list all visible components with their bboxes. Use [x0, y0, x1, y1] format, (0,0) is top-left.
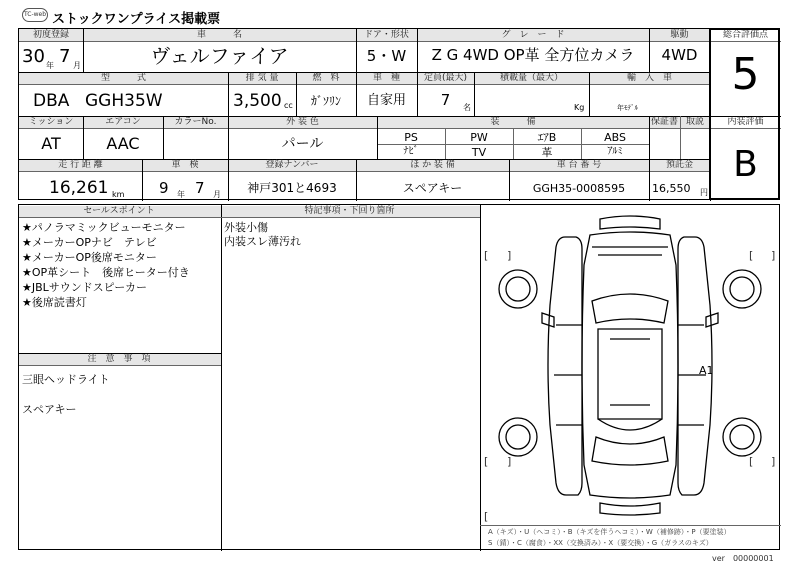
sales-point-item: ★OP革シート 後席ヒーター付き	[22, 266, 190, 279]
first-reg-month: 7	[59, 46, 71, 67]
sales-points-header: セールスポイント	[83, 206, 155, 216]
legend-line-1: A（キズ）・U（ヘコミ）・B（キズを伴うヘコミ）・W（補修跡）・P（要塗装）	[488, 528, 731, 536]
load-unit: Kg	[574, 103, 585, 112]
equipment-item: ABS	[604, 131, 626, 144]
label-equipment: 装 備	[490, 117, 536, 127]
chassis-no: GGH35-0008595	[532, 182, 626, 195]
damage-bracket: [	[484, 455, 489, 468]
label-interior-score: 内装評価	[727, 117, 764, 127]
grade: Z G 4WD OP革 全方位カメラ	[431, 46, 635, 64]
first-reg-year-unit: 年	[46, 61, 54, 70]
damage-bracket: ]	[771, 455, 776, 468]
label-other-equipment: ほ か 装 備	[410, 160, 455, 170]
car-name: ヴェルファイア	[150, 44, 289, 68]
car-top-outline	[582, 232, 678, 498]
inspection-month: 7	[195, 179, 205, 197]
price: 16,550	[652, 182, 691, 195]
interior-score: B	[733, 144, 758, 185]
equipment-item: 革	[541, 146, 553, 159]
label-plate: 登録ナンバー	[265, 160, 319, 170]
sales-point-item: ★パノラマミックビューモニター	[22, 221, 186, 234]
model-prefix: DBA	[33, 91, 70, 111]
label-door-shape: ドア・形状	[364, 30, 409, 40]
label-car-name: 車 名	[196, 30, 242, 40]
special-note-item: 外装小傷	[224, 221, 268, 234]
damage-bracket: [	[484, 249, 489, 262]
top-grid	[18, 28, 780, 200]
equipment-item: TV	[471, 146, 487, 159]
cautions-header: 注 意 事 項	[87, 354, 151, 364]
displacement-unit: cc	[284, 101, 293, 110]
label-chassis-no: 車 台 番 号	[556, 160, 602, 170]
label-color-no: カラーNo.	[174, 117, 217, 127]
car-left-side-outline	[548, 237, 582, 495]
inspection-month-unit: 月	[213, 190, 221, 199]
exterior-color: パール	[281, 136, 324, 152]
damage-bracket: ]	[771, 249, 776, 262]
label-drive: 駆動	[670, 30, 689, 40]
import-note: 年ﾓﾃﾞﾙ	[617, 104, 638, 112]
label-price: 預託金	[665, 160, 693, 170]
label-warranty: 保証書	[650, 117, 678, 127]
brand-logo-text: TC-web	[23, 11, 47, 18]
label-mileage: 走 行 距 離	[58, 160, 103, 170]
page-title: ストックワンプライス掲載票	[52, 12, 221, 27]
legend-line-2: S（錆）・C（腐食）・XX（交換済み）・X（要交換）・G（ガラスのキズ）	[488, 539, 713, 547]
plate: 神戸301と4693	[247, 181, 337, 195]
damage-bracket: [	[484, 510, 489, 523]
vehicle-type: 自家用	[366, 93, 406, 108]
aircon: AAC	[106, 134, 140, 153]
fuel: ｶﾞｿﾘﾝ	[310, 94, 341, 108]
inspection-year-unit: 年	[177, 190, 185, 199]
damage-annotation: A1	[699, 364, 714, 377]
first-reg-month-unit: 月	[73, 61, 81, 70]
equipment-item: ﾅﾋﾞ	[403, 146, 419, 157]
label-import: 輸 入 車	[626, 73, 672, 83]
label-inspection: 車 検	[171, 160, 199, 170]
caution-item: 三眼ヘッドライト	[22, 373, 110, 386]
equipment-item: ｱﾙﾐ	[607, 146, 623, 157]
damage-bracket: ]	[507, 249, 512, 262]
door-shape: 5・W	[366, 47, 407, 65]
label-capacity: 定員(最大)	[423, 73, 468, 83]
inspection-year: 9	[159, 179, 169, 197]
sales-point-item: ★JBLサウンドスピーカー	[22, 281, 148, 294]
damage-bracket: ]	[507, 455, 512, 468]
overall-score: 5	[731, 49, 760, 100]
label-displacement: 排 気 量	[245, 73, 279, 83]
caution-item: スペアキー	[22, 403, 77, 416]
label-aircon: エアコン	[105, 117, 141, 127]
version-label: ver 00000001	[712, 554, 774, 563]
label-mission: ミッション	[28, 117, 74, 127]
mission: AT	[41, 134, 61, 153]
label-exterior-color: 外 装 色	[286, 117, 319, 127]
equipment-item: PS	[404, 131, 418, 144]
car-damage-diagram	[480, 205, 780, 523]
other-equipment: スペアキー	[402, 181, 463, 195]
label-model: 型 式	[100, 73, 146, 83]
first-reg-year: 30	[22, 46, 45, 67]
model: GGH35W	[85, 91, 163, 111]
sales-point-item: ★メーカーOPナビ テレビ	[22, 236, 157, 249]
capacity-unit: 名	[463, 103, 471, 112]
label-grade: グ レ ー ド	[501, 30, 565, 40]
sales-point-item: ★後席読書灯	[22, 296, 87, 309]
label-first-registration: 初度登録	[32, 30, 69, 40]
special-notes-header: 特記事項・下回り箇所	[304, 206, 395, 216]
special-note-item: 内装スレ薄汚れ	[224, 235, 301, 248]
equipment-item: ｴｱB	[537, 131, 557, 144]
mileage-unit: km	[112, 190, 125, 199]
sales-point-item: ★メーカーOP後席モニター	[22, 251, 157, 264]
damage-bracket: [	[749, 455, 754, 468]
equipment-item: PW	[470, 131, 488, 144]
score-frame	[709, 28, 780, 200]
displacement: 3,500	[233, 91, 282, 111]
label-load: 積載量（最大）	[499, 73, 563, 83]
label-overall-score: 総合評価点	[722, 30, 768, 40]
drive: 4WD	[661, 46, 698, 64]
damage-bracket: [	[749, 249, 754, 262]
brand-logo	[22, 8, 48, 22]
label-fuel: 燃 料	[312, 73, 340, 83]
capacity: 7	[440, 91, 451, 109]
label-vehicle-type: 車 種	[372, 73, 400, 83]
mileage: 16,261	[49, 178, 109, 198]
label-manual: 取説	[685, 117, 704, 127]
price-unit: 円	[700, 188, 708, 197]
